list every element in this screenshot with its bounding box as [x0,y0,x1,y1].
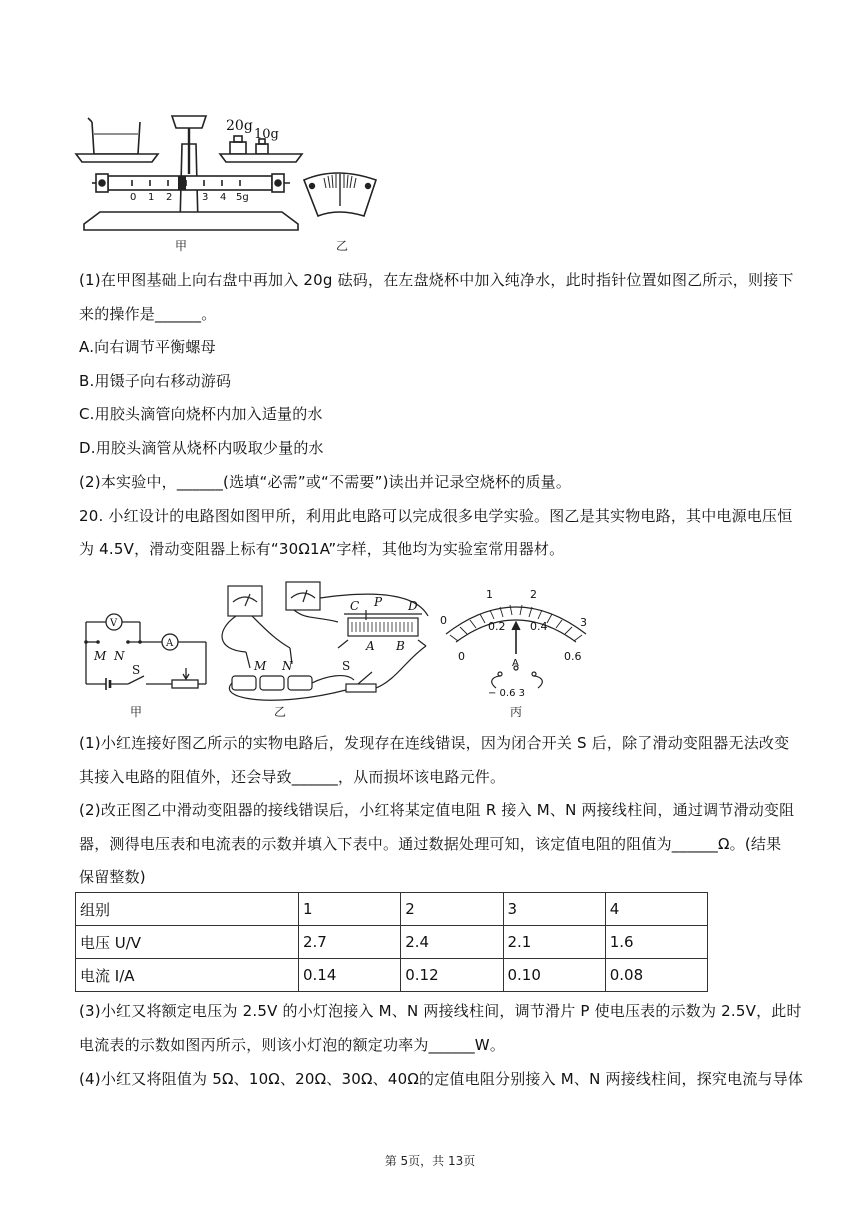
table-cell: 组别 [76,893,299,926]
dial-inner-0.2: 0.2 [488,620,506,633]
label-c: C [350,599,360,613]
label-s-yi: S [342,659,351,673]
q20-part2-line2: 器，测得电压表和电流表的示数并填入下表中。通过数据处理可知，该定值电阻的阻值为______Ω。(结果 [79,835,782,853]
label-d: D [408,599,418,613]
table-cell: 2 [401,893,503,926]
dial-unit: A [512,658,519,669]
q19-part2: (2)本实验中，______(选填“必需”或“不需要”)读出并记录空烧杯的质量。 [79,473,572,491]
caption-bing-circuit: 丙 [510,705,523,719]
label-a: A [166,638,174,649]
q19-option-d: D.用胶头滴管从烧杯内吸取少量的水 [79,439,324,457]
table-cell: 电压 U/V [76,926,299,959]
caption-jia-circuit: 甲 [130,705,143,719]
q20-part3-line2: 电流表的示数如图丙所示，则该小灯泡的额定功率为______W。 [79,1036,506,1054]
table-row [76,926,708,959]
table-cell: 电流 I/A [76,959,299,992]
balance-figure [72,104,392,254]
scale-tick-0: 0 [130,192,137,203]
table-row [76,959,708,992]
scale-tick-2: 2 [166,192,173,203]
data-table [75,892,708,992]
dial-outer-3: 3 [580,616,587,629]
q20-part1-line2: 其接入电路的阻值外，还会导致______，从而损坏该电路元件。 [79,768,506,786]
table-cell: 1 [299,893,401,926]
q20-intro-line1: 20. 小红设计的电路图如图甲所，利用此电路可以完成很多电学实验。图乙是其实物电路，其中电源电压恒 [79,507,793,525]
table-row [76,893,708,926]
dial-outer-2: 2 [530,588,537,601]
table-cell: 2.4 [401,926,503,959]
q19-option-a: A.向右调节平衡螺母 [79,338,216,356]
circuit-figure [76,580,616,720]
switch-symbol [128,676,144,684]
table-cell: 2.7 [299,926,401,959]
label-a-rheostat: A [366,639,375,653]
mass-label-10: 10g [254,127,279,142]
dial-inner-0.6: 0.6 [564,650,582,663]
ammeter-dial-bing [446,607,586,688]
q20-part4-line1: (4)小红又将阻值为 5Ω、10Ω、20Ω、30Ω、40Ω的定值电阻分别接入 M、N 两接线柱间，探究电流与导体 [79,1070,804,1088]
label-s-jia: S [132,663,141,677]
caption-jia-top: 甲 [175,239,188,253]
label-b: B [396,639,405,653]
scale-tick-3: 3 [202,192,209,203]
table-cell: 0.08 [605,959,707,992]
rider-weight [178,176,186,190]
q20-part3-line1: (3)小红又将额定电压为 2.5V 的小灯泡接入 M、N 两接线柱间，调节滑片 P 使电压表的示数为 2.5V，此时 [79,1002,802,1020]
dial-outer-1: 1 [486,588,493,601]
q20-intro-line2: 为 4.5V，滑动变阻器上标有“30Ω1A”字样，其他均为实验室常用器材。 [79,540,565,558]
scale-tick-4: 4 [220,192,227,203]
dial-terminals: − 0.6 3 [488,688,526,699]
table-cell: 1.6 [605,926,707,959]
label-m-jia: M [94,649,107,663]
q20-part2-line1: (2)改正图乙中滑动变阻器的接线错误后，小红将某定值电阻 R 接入 M、N 两接线柱间，通过调节滑动变阻 [79,801,795,819]
rheostat-device [348,618,418,636]
table-cell: 3 [503,893,605,926]
rheostat-symbol [172,680,198,688]
q19-option-c: C.用胶头滴管向烧杯内加入适量的水 [79,405,323,423]
mass-label-20: 20g [226,118,253,134]
battery-device [288,676,312,690]
label-n-jia: N [114,649,125,663]
table-cell: 0.12 [401,959,503,992]
dial-inner-0.4: 0.4 [530,620,548,633]
q19-part1-line2: 来的操作是______。 [79,305,217,323]
dial-outer-0: 0 [440,614,447,627]
q20-part2-line3: 保留整数) [79,868,146,886]
voltmeter-device [228,586,262,616]
page-footer: 第 5页，共 13页 [384,1154,476,1168]
switch-device [346,684,376,692]
label-n-yi: N [282,659,293,673]
table-cell: 0.10 [503,959,605,992]
table-cell: 4 [605,893,707,926]
dial-inner-0: 0 [458,650,465,663]
q19-option-b: B.用镊子向右移动游码 [79,372,232,390]
q20-part1-line1: (1)小红连接好图乙所示的实物电路后，发现存在连线错误，因为闭合开关 S 后，除了滑动变阻器无法改变 [79,734,790,752]
caption-yi-top: 乙 [336,239,349,253]
label-v: V [110,618,118,629]
q19-part1-line1: (1)在甲图基础上向右盘中再加入 20g 砝码，在左盘烧杯中加入纯净水，此时指针位置如图乙所示，则接下 [79,271,794,289]
scale-tick-1: 1 [148,192,155,203]
table-cell: 0.14 [299,959,401,992]
label-m-yi: M [254,659,267,673]
caption-yi-circuit: 乙 [274,705,287,719]
label-p: P [374,595,383,609]
table-cell: 2.1 [503,926,605,959]
ammeter-device [286,582,320,610]
scale-tick-5g: 5g [236,192,249,203]
